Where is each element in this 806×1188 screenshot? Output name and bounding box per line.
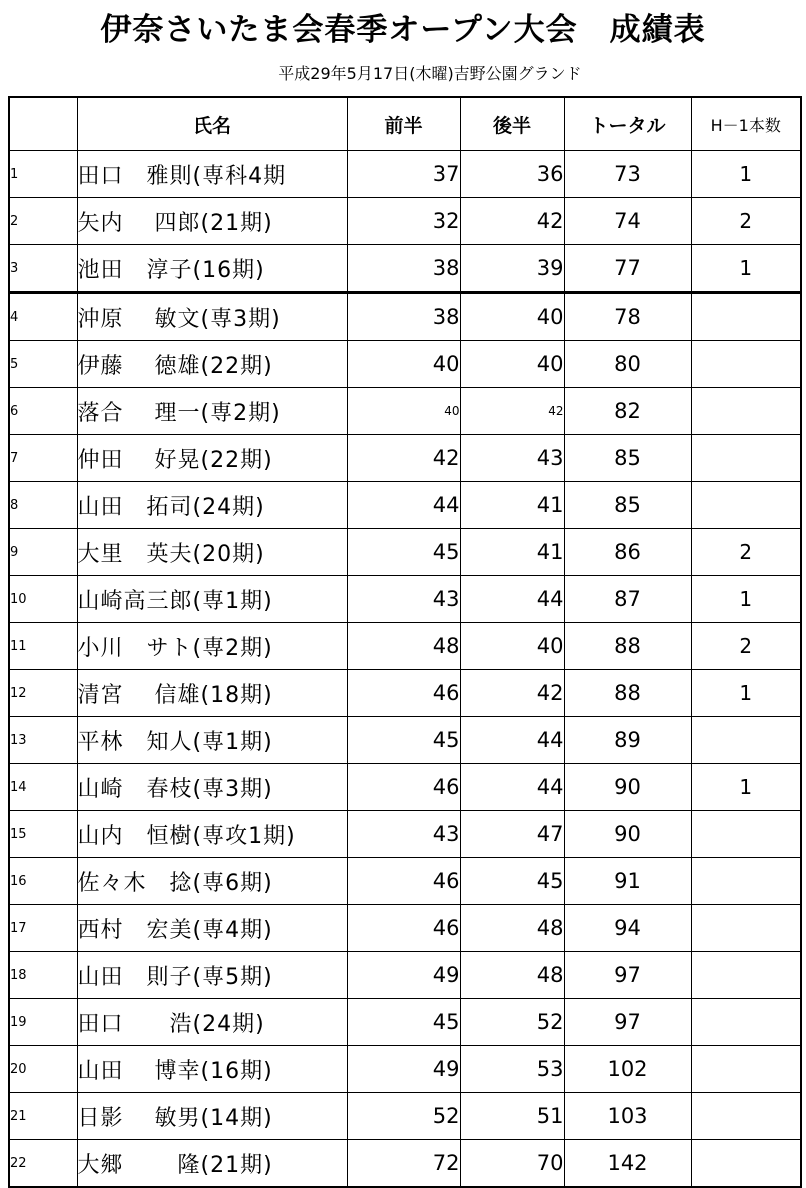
second-half-score: 44 (460, 764, 564, 811)
player-name: 山田 拓司(24期) (77, 482, 347, 529)
player-name: 山田 博幸(16期) (77, 1046, 347, 1093)
player-name: 大里 英夫(20期) (77, 529, 347, 576)
table-row (9, 245, 801, 293)
second-half-score: 44 (460, 576, 564, 623)
total-score: 90 (564, 764, 691, 811)
first-half-score: 40 (347, 388, 460, 435)
player-name: 矢内 四郎(21期) (77, 198, 347, 245)
h1-count (691, 1046, 801, 1093)
first-half-score: 42 (347, 435, 460, 482)
second-half-score: 39 (460, 245, 564, 293)
table-row (9, 482, 801, 529)
h1-count (691, 717, 801, 764)
second-half-score: 40 (460, 293, 564, 341)
player-name: 田口 浩(24期) (77, 999, 347, 1046)
player-name: 山崎高三郎(専1期) (77, 576, 347, 623)
total-score: 77 (564, 245, 691, 293)
first-half-score: 38 (347, 245, 460, 293)
player-name: 西村 宏美(専4期) (77, 905, 347, 952)
table-row (9, 905, 801, 952)
first-half-score: 38 (347, 293, 460, 341)
player-name: 清宮 信雄(18期) (77, 670, 347, 717)
row-number: 16 (9, 858, 77, 905)
row-number: 12 (9, 670, 77, 717)
player-name: 伊藤 徳雄(22期) (77, 341, 347, 388)
total-score: 73 (564, 151, 691, 198)
second-half-score: 41 (460, 529, 564, 576)
row-number: 15 (9, 811, 77, 858)
total-score: 87 (564, 576, 691, 623)
table-row (9, 198, 801, 245)
player-name: 平林 知人(専1期) (77, 717, 347, 764)
table-row (9, 952, 801, 999)
first-half-score: 45 (347, 999, 460, 1046)
table-row (9, 151, 801, 198)
h1-count: 2 (691, 529, 801, 576)
player-name: 田口 雅則(専科4期 (77, 151, 347, 198)
total-score: 142 (564, 1140, 691, 1188)
h1-count (691, 1093, 801, 1140)
h1-count (691, 999, 801, 1046)
table-row (9, 388, 801, 435)
total-score: 80 (564, 341, 691, 388)
row-number: 6 (9, 388, 77, 435)
total-score: 89 (564, 717, 691, 764)
player-name: 池田 淳子(16期) (77, 245, 347, 293)
row-number: 2 (9, 198, 77, 245)
second-half-score: 43 (460, 435, 564, 482)
second-half-score: 47 (460, 811, 564, 858)
first-half-score: 49 (347, 952, 460, 999)
total-score: 90 (564, 811, 691, 858)
h1-count (691, 293, 801, 341)
table-row (9, 764, 801, 811)
row-number: 5 (9, 341, 77, 388)
document-subtitle: 平成29年5月17日(木曜)吉野公園グランド (278, 64, 582, 83)
h1-count (691, 1140, 801, 1188)
second-half-score: 42 (460, 388, 564, 435)
h1-count: 1 (691, 576, 801, 623)
table-row (9, 670, 801, 717)
total-score: 102 (564, 1046, 691, 1093)
table-row (9, 576, 801, 623)
first-half-score: 46 (347, 764, 460, 811)
header-name: 氏名 (77, 97, 347, 151)
player-name: 大郷 隆(21期) (77, 1140, 347, 1188)
second-half-score: 41 (460, 482, 564, 529)
first-half-score: 32 (347, 198, 460, 245)
player-name: 沖原 敏文(専3期) (77, 293, 347, 341)
h1-count (691, 482, 801, 529)
first-half-score: 40 (347, 341, 460, 388)
first-half-score: 49 (347, 1046, 460, 1093)
row-number: 20 (9, 1046, 77, 1093)
table-row (9, 529, 801, 576)
total-score: 82 (564, 388, 691, 435)
row-number: 1 (9, 151, 77, 198)
first-half-score: 72 (347, 1140, 460, 1188)
first-half-score: 43 (347, 811, 460, 858)
row-number: 8 (9, 482, 77, 529)
row-number: 7 (9, 435, 77, 482)
h1-count (691, 811, 801, 858)
table-row (9, 999, 801, 1046)
row-number: 11 (9, 623, 77, 670)
second-half-score: 45 (460, 858, 564, 905)
h1-count: 2 (691, 623, 801, 670)
table-row (9, 341, 801, 388)
h1-count (691, 858, 801, 905)
first-half-score: 45 (347, 717, 460, 764)
h1-count (691, 952, 801, 999)
row-number: 3 (9, 245, 77, 293)
h1-count: 1 (691, 764, 801, 811)
total-score: 85 (564, 435, 691, 482)
row-number: 13 (9, 717, 77, 764)
first-half-score: 48 (347, 623, 460, 670)
second-half-score: 52 (460, 999, 564, 1046)
row-number: 4 (9, 293, 77, 341)
player-name: 落合 理一(専2期) (77, 388, 347, 435)
row-number: 10 (9, 576, 77, 623)
first-half-score: 37 (347, 151, 460, 198)
second-half-score: 40 (460, 623, 564, 670)
table-row (9, 1046, 801, 1093)
total-score: 97 (564, 999, 691, 1046)
table-row (9, 717, 801, 764)
total-score: 91 (564, 858, 691, 905)
total-score: 97 (564, 952, 691, 999)
second-half-score: 36 (460, 151, 564, 198)
table-row (9, 1140, 801, 1188)
total-score: 74 (564, 198, 691, 245)
h1-count (691, 388, 801, 435)
total-score: 103 (564, 1093, 691, 1140)
first-half-score: 52 (347, 1093, 460, 1140)
row-number: 17 (9, 905, 77, 952)
table-row (9, 293, 801, 341)
player-name: 山田 則子(専5期) (77, 952, 347, 999)
second-half-score: 40 (460, 341, 564, 388)
results-table (8, 96, 802, 1188)
total-score: 86 (564, 529, 691, 576)
row-number: 21 (9, 1093, 77, 1140)
header-first-half: 前半 (347, 97, 460, 151)
total-score: 88 (564, 670, 691, 717)
h1-count: 2 (691, 198, 801, 245)
second-half-score: 53 (460, 1046, 564, 1093)
h1-count: 1 (691, 151, 801, 198)
row-number: 14 (9, 764, 77, 811)
total-score: 94 (564, 905, 691, 952)
second-half-score: 48 (460, 905, 564, 952)
table-row (9, 811, 801, 858)
h1-count (691, 905, 801, 952)
h1-count (691, 341, 801, 388)
second-half-score: 48 (460, 952, 564, 999)
second-half-score: 70 (460, 1140, 564, 1188)
header-total: トータル (564, 97, 691, 151)
h1-count (691, 435, 801, 482)
second-half-score: 42 (460, 670, 564, 717)
player-name: 日影 敏男(14期) (77, 1093, 347, 1140)
total-score: 85 (564, 482, 691, 529)
second-half-score: 42 (460, 198, 564, 245)
first-half-score: 46 (347, 905, 460, 952)
table-row (9, 623, 801, 670)
player-name: 仲田 好晃(22期) (77, 435, 347, 482)
total-score: 78 (564, 293, 691, 341)
first-half-score: 46 (347, 858, 460, 905)
player-name: 山崎 春枝(専3期) (77, 764, 347, 811)
first-half-score: 45 (347, 529, 460, 576)
second-half-score: 51 (460, 1093, 564, 1140)
first-half-score: 44 (347, 482, 460, 529)
row-number: 19 (9, 999, 77, 1046)
h1-count: 1 (691, 670, 801, 717)
player-name: 山内 恒樹(専攻1期) (77, 811, 347, 858)
header-no (9, 97, 77, 151)
header-h1-count: H－1本数 (691, 97, 801, 151)
first-half-score: 43 (347, 576, 460, 623)
document-title: 伊奈さいたま会春季オープン大会 成績表 (100, 12, 706, 48)
player-name: 佐々木 捻(専6期) (77, 858, 347, 905)
header-row (9, 97, 801, 151)
table-row (9, 435, 801, 482)
second-half-score: 44 (460, 717, 564, 764)
first-half-score: 46 (347, 670, 460, 717)
player-name: 小川 サト(専2期) (77, 623, 347, 670)
header-second-half: 後半 (460, 97, 564, 151)
total-score: 88 (564, 623, 691, 670)
table-row (9, 858, 801, 905)
row-number: 22 (9, 1140, 77, 1188)
h1-count: 1 (691, 245, 801, 293)
row-number: 9 (9, 529, 77, 576)
row-number: 18 (9, 952, 77, 999)
table-row (9, 1093, 801, 1140)
